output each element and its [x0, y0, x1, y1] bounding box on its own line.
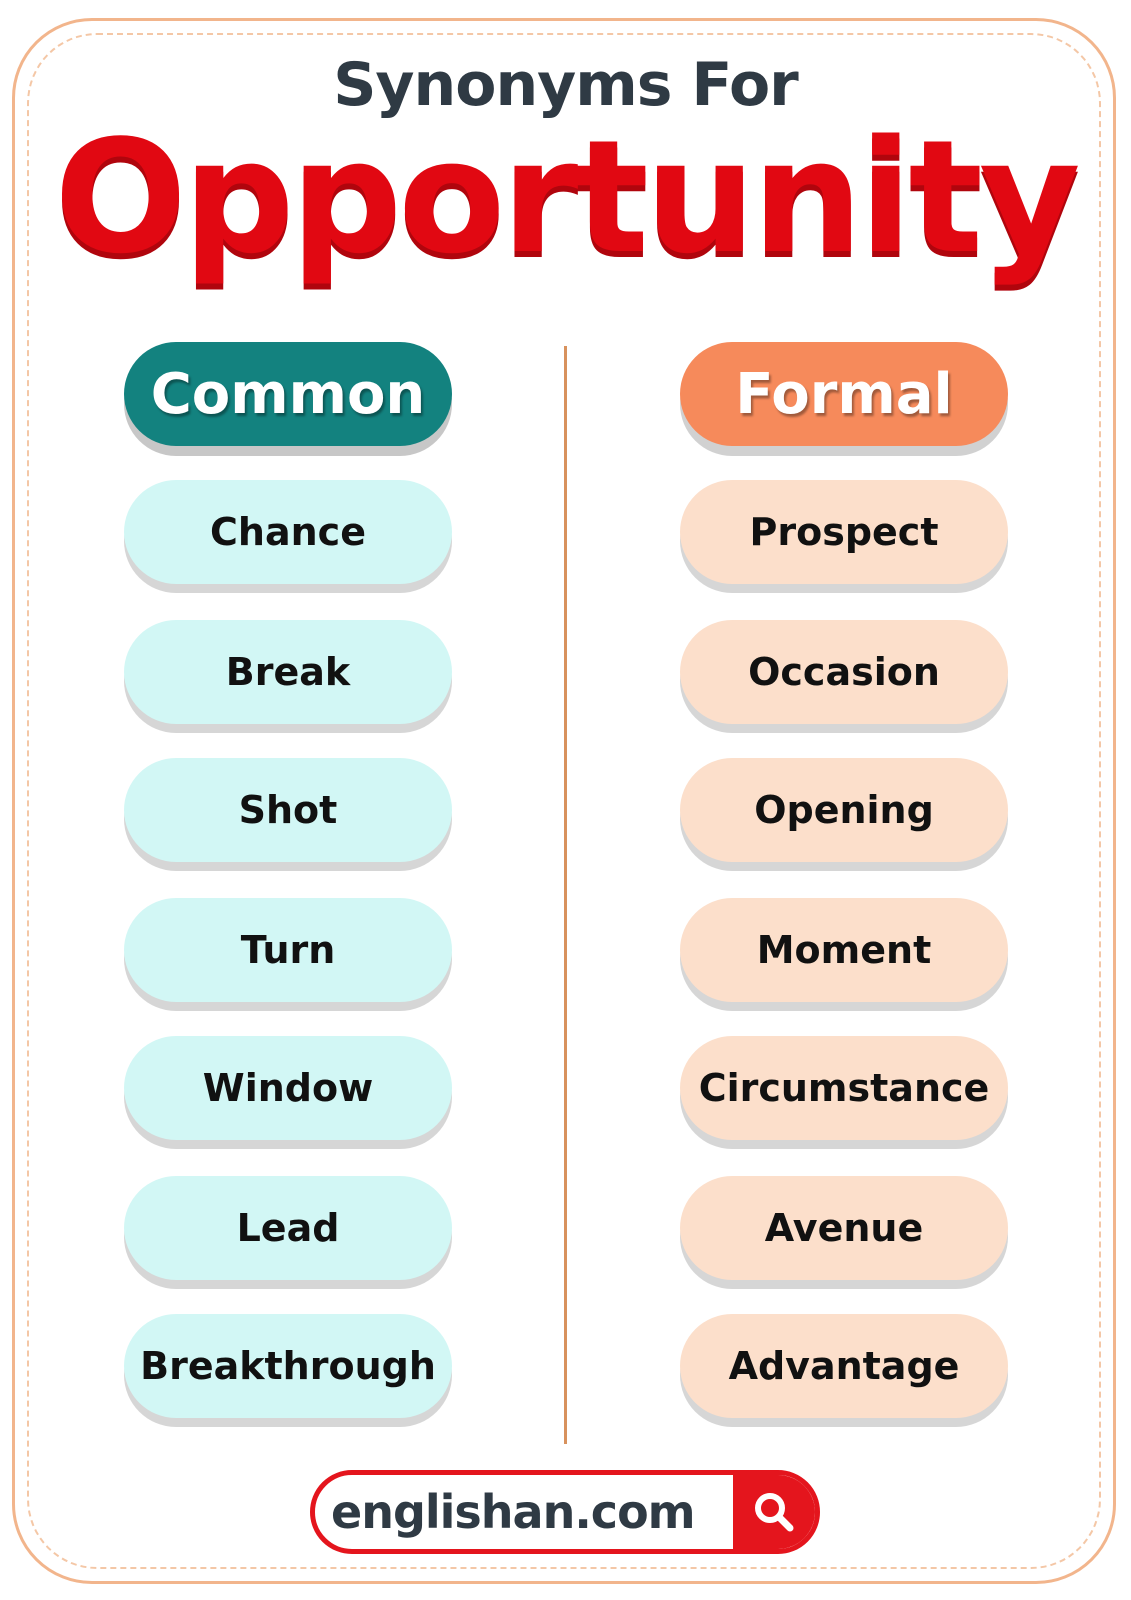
common-item-shot: Shot	[124, 758, 452, 862]
poster-subtitle: Synonyms For	[333, 50, 798, 120]
search-icon-glyph	[750, 1488, 798, 1536]
search-icon[interactable]	[733, 1475, 815, 1549]
common-item-turn: Turn	[124, 898, 452, 1002]
formal-item-advantage: Advantage	[680, 1314, 1008, 1418]
site-url[interactable]: englishan.com	[331, 1485, 695, 1539]
formal-item-avenue: Avenue	[680, 1176, 1008, 1280]
formal-item-moment: Moment	[680, 898, 1008, 1002]
common-item-breakthrough: Breakthrough	[124, 1314, 452, 1418]
common-heading: Common	[124, 342, 452, 446]
site-badge[interactable]	[310, 1470, 820, 1554]
column-divider	[564, 346, 567, 1444]
common-item-break: Break	[124, 620, 452, 724]
common-item-chance: Chance	[124, 480, 452, 584]
poster-title: Opportunity	[54, 106, 1077, 288]
formal-heading: Formal	[680, 342, 1008, 446]
formal-item-circumstance: Circumstance	[680, 1036, 1008, 1140]
formal-item-prospect: Prospect	[680, 480, 1008, 584]
common-item-window: Window	[124, 1036, 452, 1140]
common-item-lead: Lead	[124, 1176, 452, 1280]
formal-item-occasion: Occasion	[680, 620, 1008, 724]
formal-item-opening: Opening	[680, 758, 1008, 862]
